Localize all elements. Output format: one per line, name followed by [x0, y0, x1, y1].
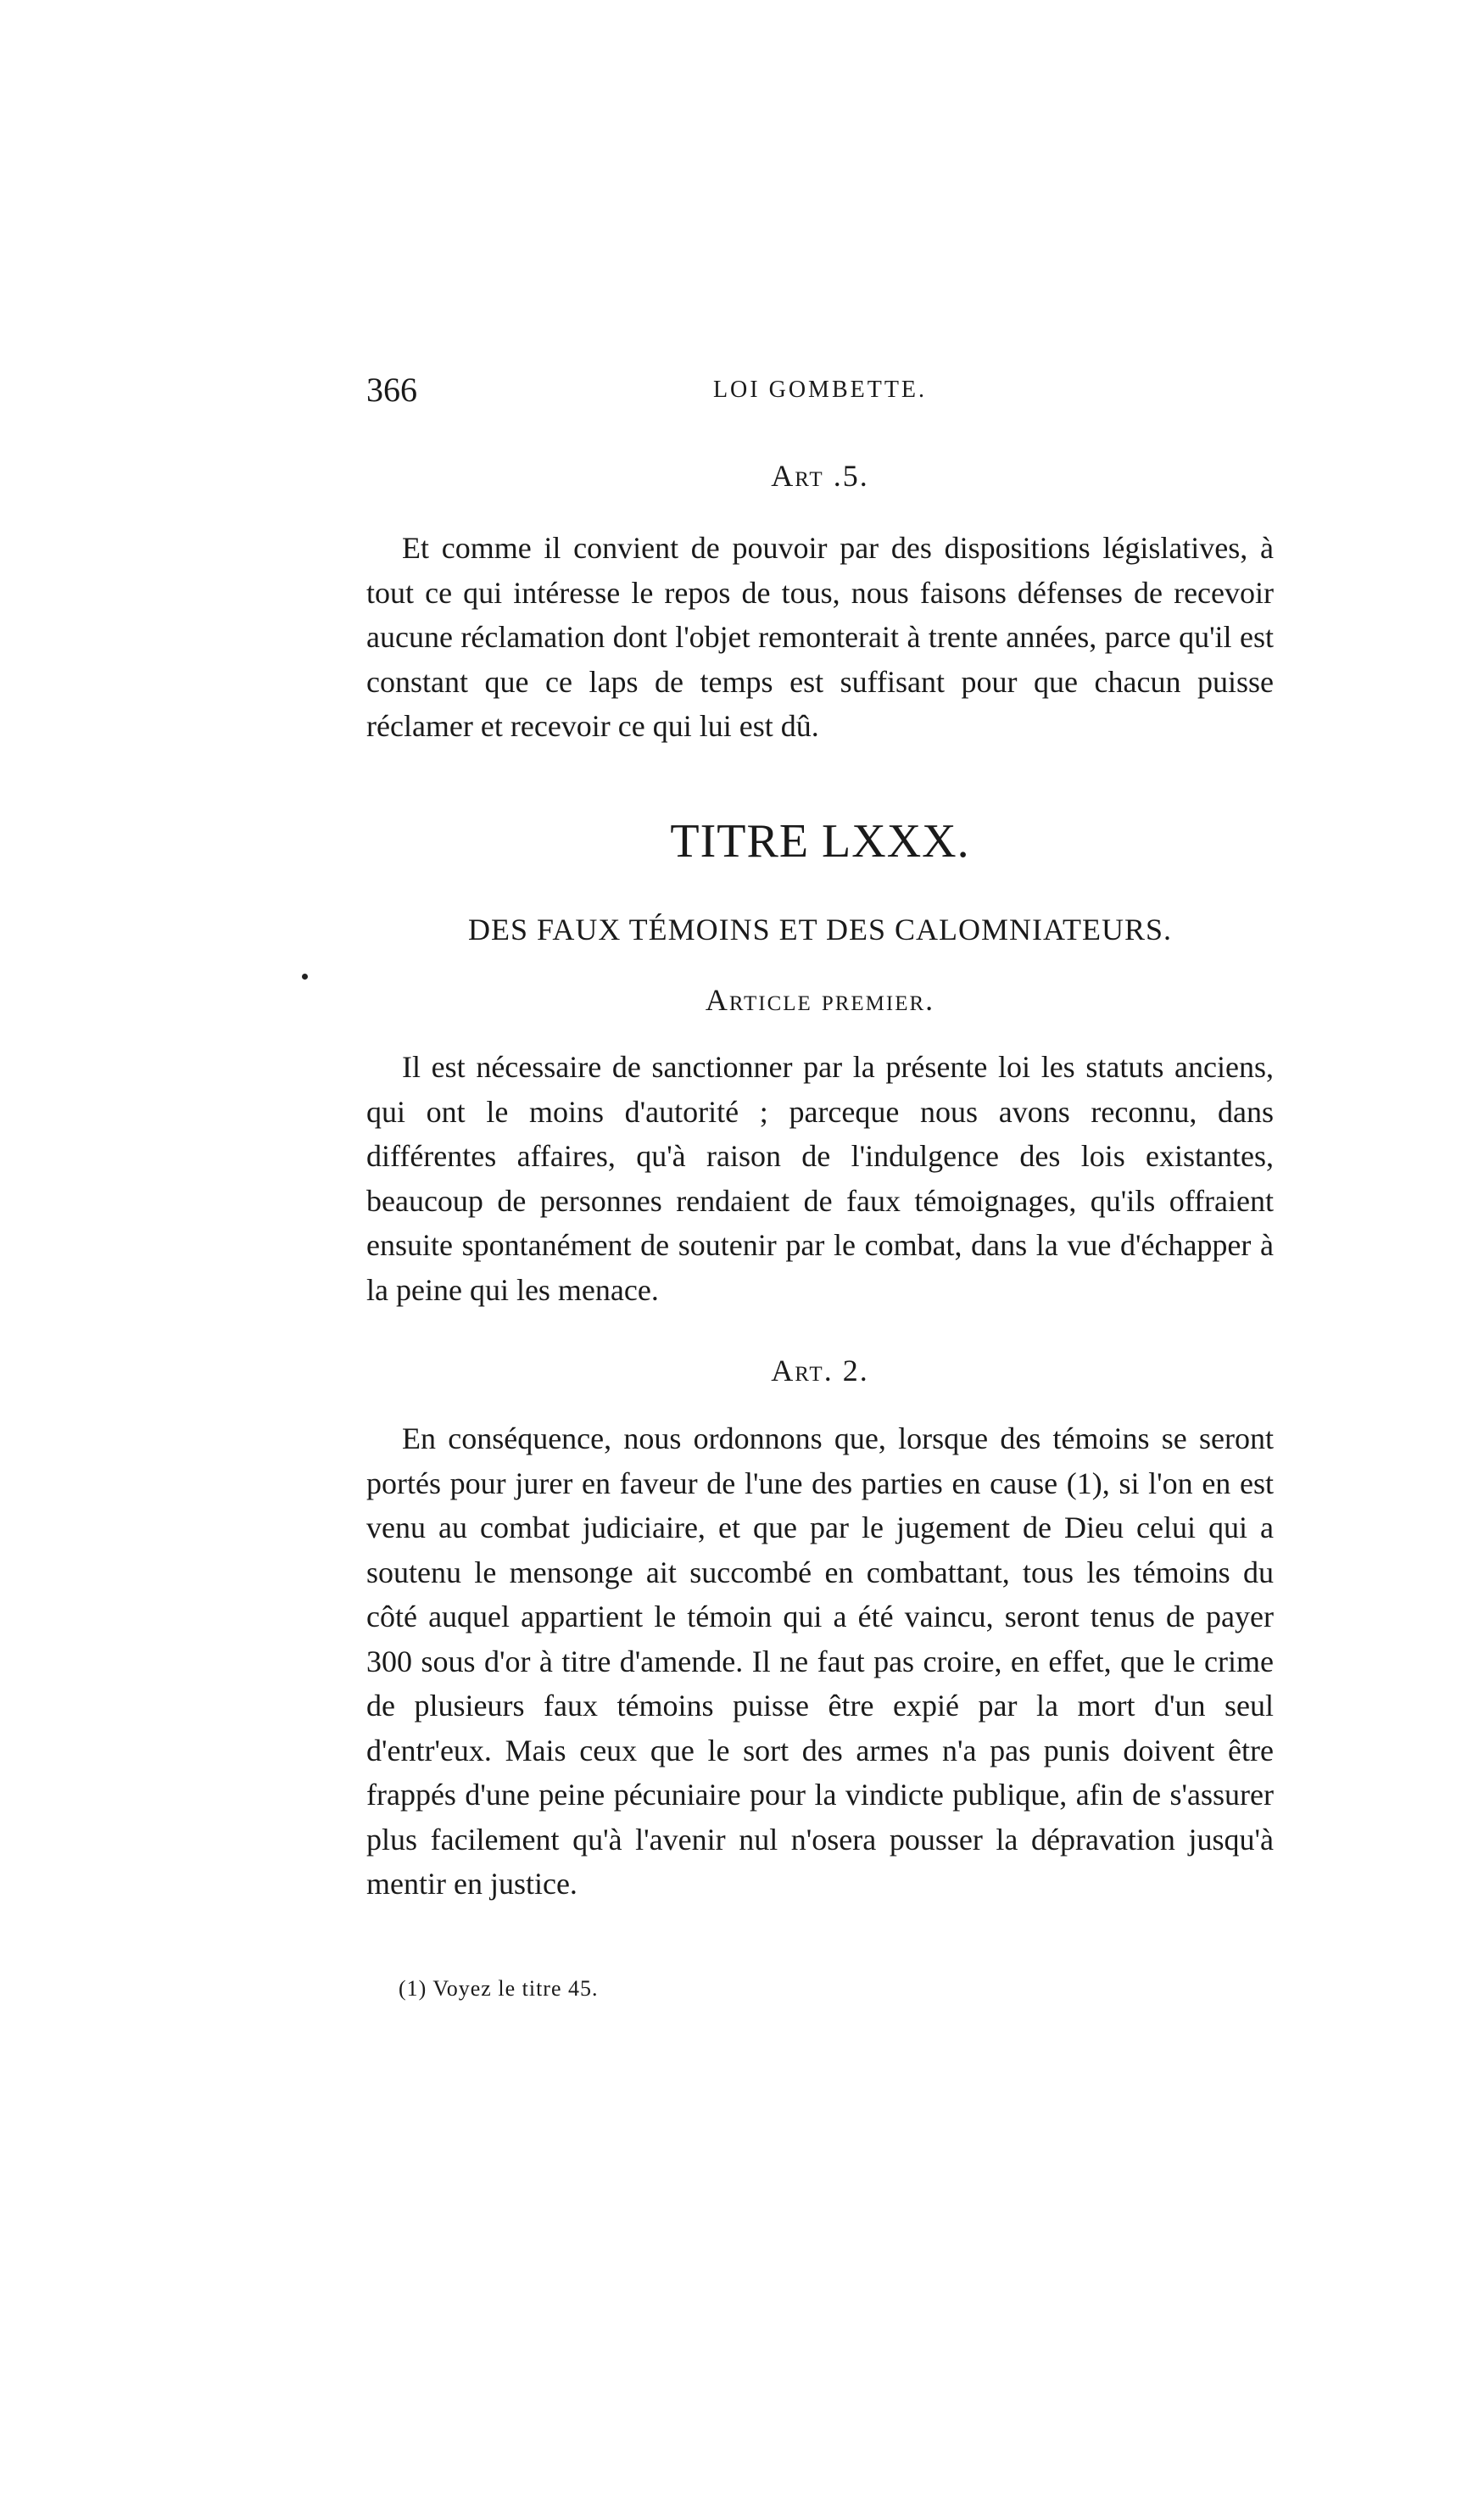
art-5-heading: Art .5. [771, 459, 869, 493]
art-2-paragraph: En conséquence, nous ordonnons que, lorsque des témoins se seront portés pour jurer en faveur de l'une des parties en cause (1), si l'on en est venu au combat judiciaire, et que par le jugement de Dieu celui qui a soutenu le mensonge ait succombé en combattant, tous les témoins du côté auquel appartient le témoin qui a été vaincu, seront tenus de payer 300 sous d'or à titre d'amende. Il ne faut pas croire, en effet, que le crime de plusieurs faux témoins puisse être expié par la mort d'un seul d'entr'eux. Mais ceux que le sort des armes n'a pas punis doivent être frappés d'une peine pécuniaire pour la vindicte publique, afin de s'assurer plus facilement qu'à l'avenir nul n'osera pousser la dépravation jusqu'à mentir en justice. [366, 1421, 1274, 1901]
ink-speck [302, 974, 308, 980]
page-number: 366 [366, 371, 417, 409]
art-2-heading: Art. 2. [771, 1354, 869, 1388]
running-head [366, 370, 1274, 412]
article-premier-heading: Article premier. [705, 983, 935, 1017]
titre-subtitle: DES FAUX TÉMOINS ET DES CALOMNIATEURS. [467, 913, 1173, 946]
running-title: LOI GOMBETTE. [712, 377, 928, 403]
footnote: (1) Voyez le titre 45. [399, 1976, 599, 2001]
art-5-paragraph: Et comme il convient de pouvoir par des dispositions législatives, à tout ce qui intéresse le repos de tous, nous faisons défenses de recevoir aucune réclamation dont l'objet remonterait à trente années, parce qu'il est constant que ce laps de temps est suffisant pour que chacun puisse réclamer et recevoir ce qui lui est dû. [366, 531, 1274, 743]
titre-heading: TITRE LXXX. [670, 815, 970, 868]
article-premier-paragraph: Il est nécessaire de sanctionner par la présente loi les statuts anciens, qui ont le moins d'autorité ; parceque nous avons reconnu, dans différentes affaires, qu'à raison de l'indulgence des lois existantes, beaucoup de personnes rendaient de faux témoignages, qu'ils offraient ensuite spontanément de soutenir par le combat, dans la vue d'échapper à la peine qui les menace. [366, 1050, 1274, 1307]
